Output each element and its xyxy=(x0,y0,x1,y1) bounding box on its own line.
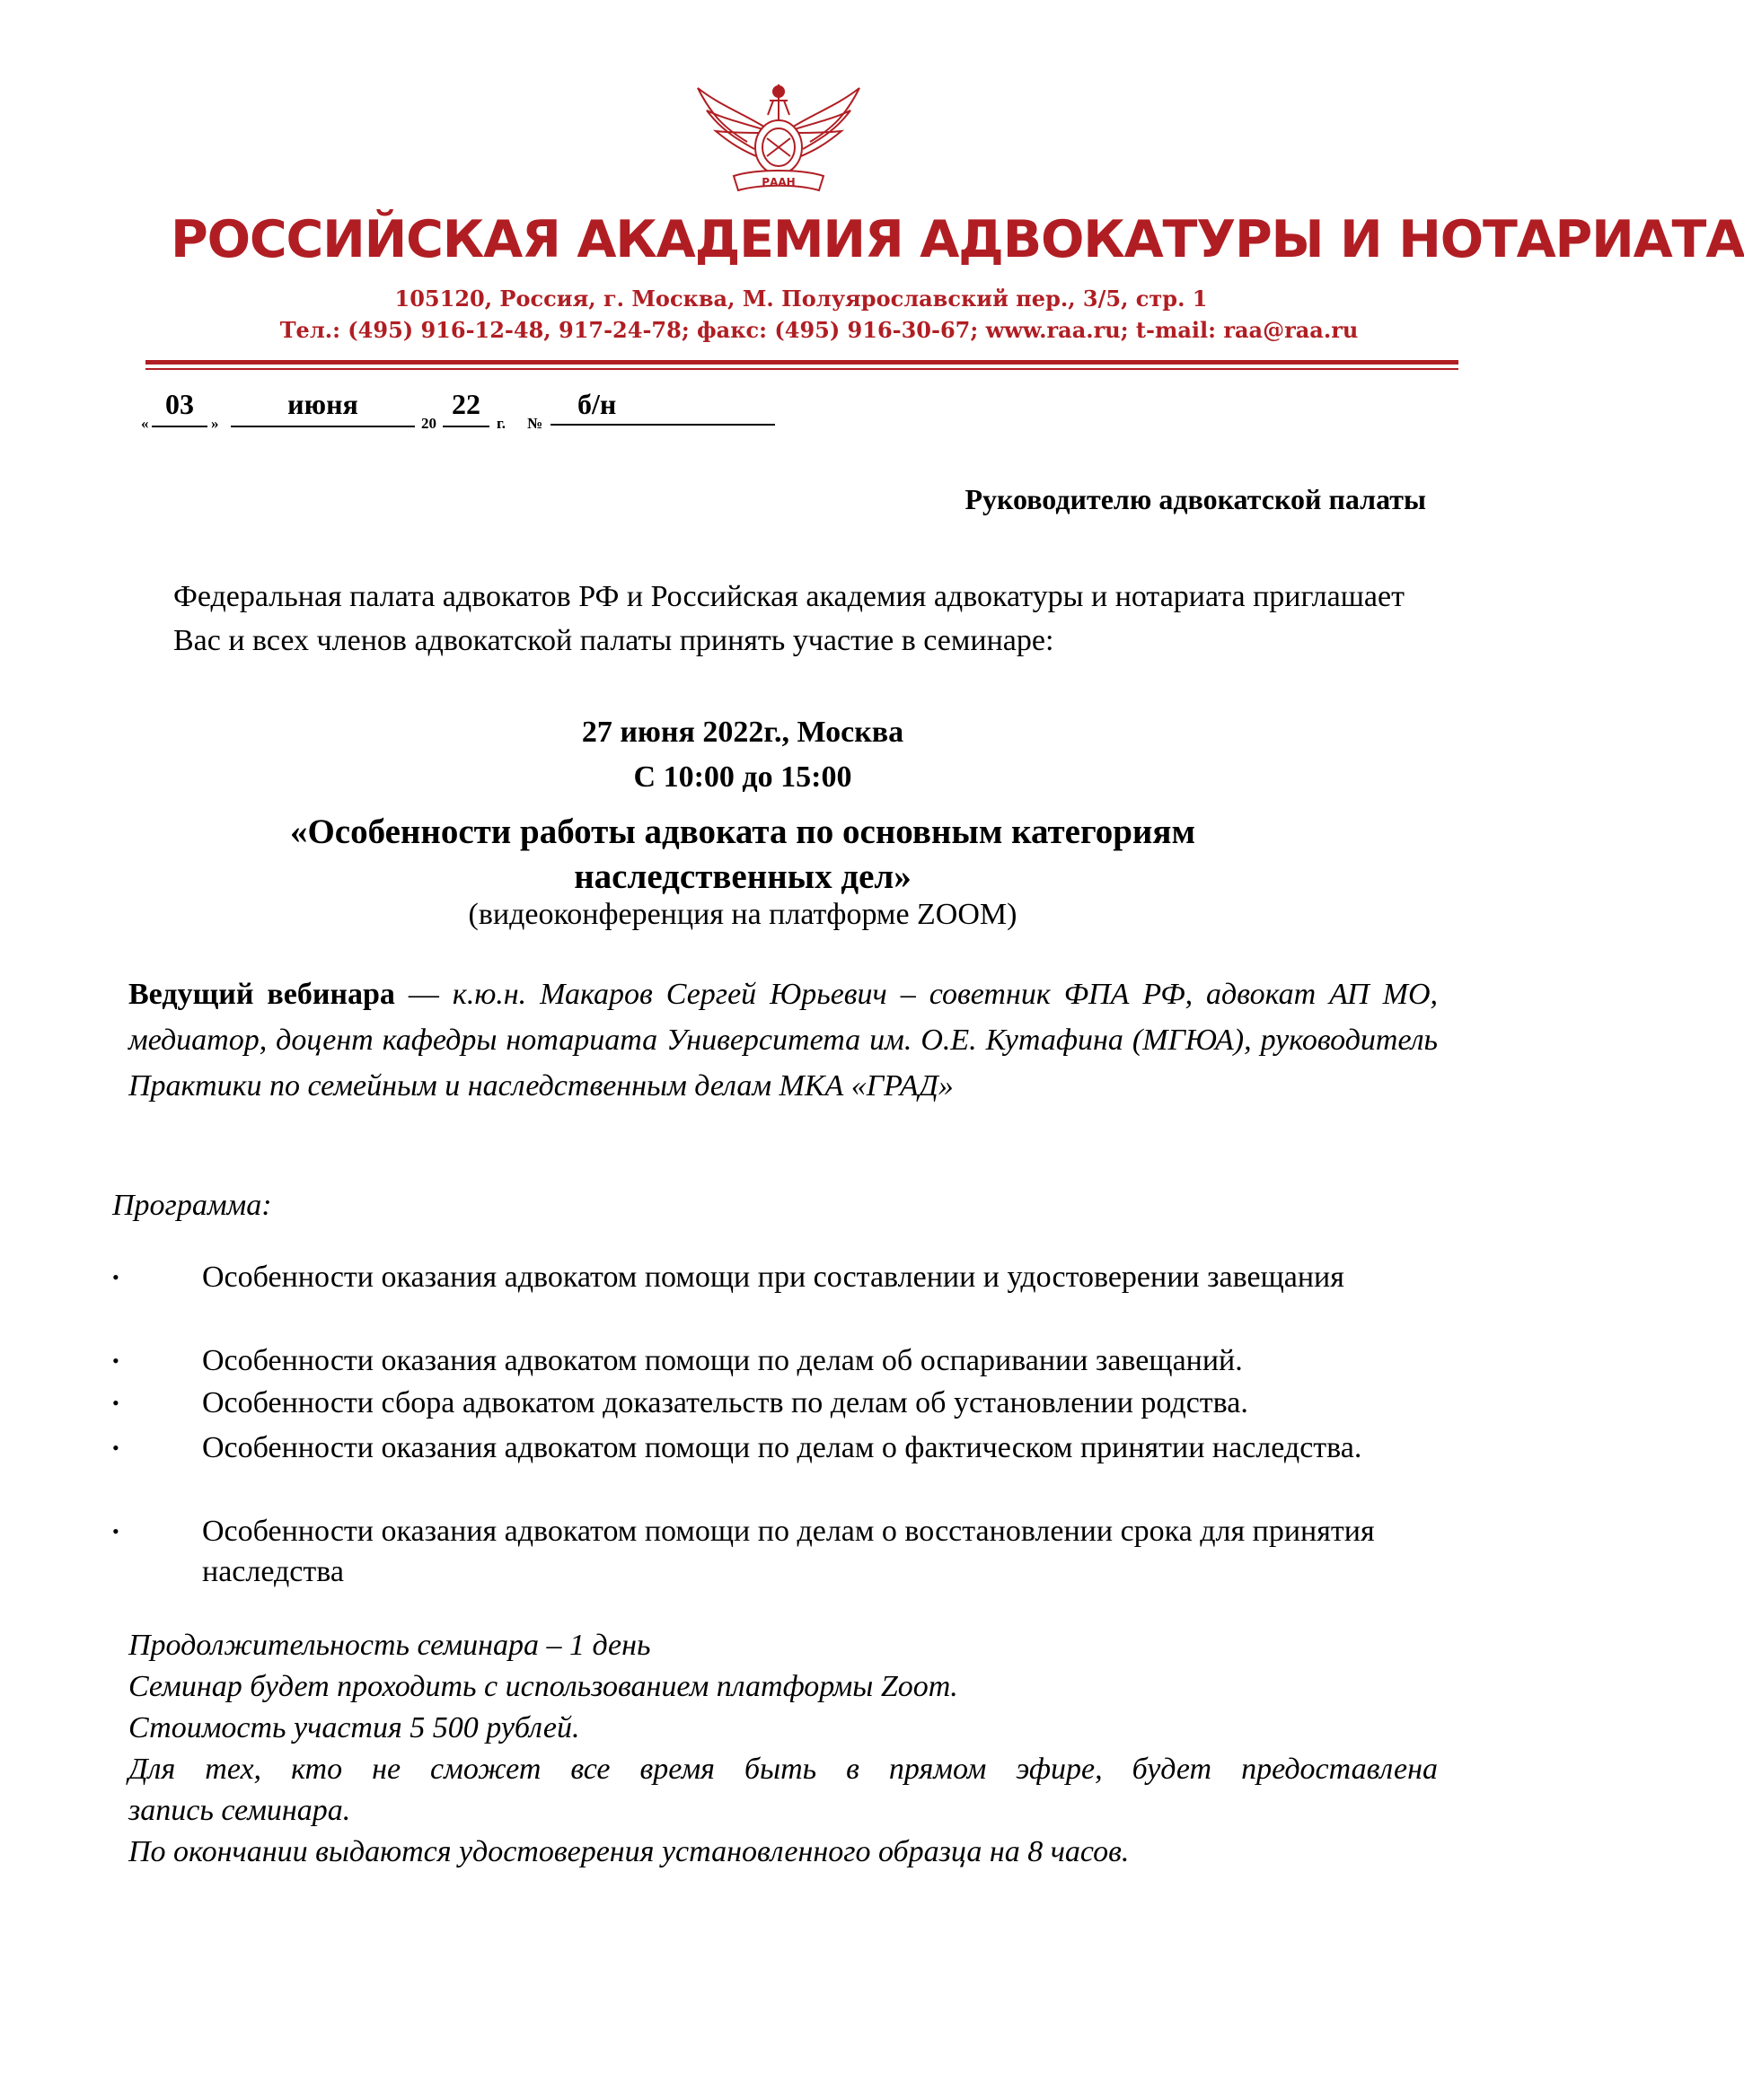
leader-dash: — xyxy=(394,978,453,1011)
organization-name: РОССИЙСКАЯ АКАДЕМИЯ АДВОКАТУРЫ И НОТАРИАТА xyxy=(171,210,1744,269)
event-title-line-2: наследственных дел» xyxy=(574,857,912,896)
open-quote: « xyxy=(141,415,149,432)
seminar-notes xyxy=(128,1625,1438,1873)
leader-description: к.ю.н. Макаров Сергей Юрьевич – советник ФПА РФ, адвокат АП МО, медиатор, доцент кафедры нотариата Университета им. О.Е. Кутафина (МГЮА), руководитель Практики по семейным и наследственным делам МКА «ГРАД» xyxy=(128,978,1439,1103)
program-item-text: Особенности оказания адвокатом помощи по делам об оспаривании завещаний. xyxy=(202,1344,1243,1377)
program-item-text: Особенности оказания адвокатом помощи по делам о восстановлении срока для принятия наследства xyxy=(202,1515,1375,1588)
event-time: С 10:00 до 15:00 xyxy=(633,760,852,794)
event-subtitle: (видеоконференция на платформе ZOOM) xyxy=(468,898,1017,931)
year-prefix: 20 xyxy=(421,415,436,432)
organization-address: 105120, Россия, г. Москва, М. Полуярославский пер., 3/5, стр. 1 xyxy=(394,286,1208,312)
header-divider-thin xyxy=(145,368,1458,370)
leader-label: Ведущий вебинара xyxy=(128,978,395,1011)
intro-paragraph: Федеральная палата адвокатов РФ и Российская академия адвокатуры и нотариата приглашает Вас и всех членов адвокатской палаты принять участие в семинаре: xyxy=(173,580,1405,657)
year-abbr: г. xyxy=(497,415,506,432)
note-recording-line-2: запись семинара. xyxy=(128,1794,351,1827)
raan-emblem-icon xyxy=(684,79,873,194)
webinar-leader xyxy=(128,971,1438,1109)
number-sign: № xyxy=(527,415,543,432)
note-platform: Семинар будет проходить с использованием платформы Zoom. xyxy=(128,1670,958,1703)
program-item-text: Особенности оказания адвокатом помощи по делам о фактическом принятии наследства. xyxy=(202,1431,1362,1464)
bullet-icon: • xyxy=(112,1520,119,1542)
addressee: Руководителю адвокатской палаты xyxy=(964,483,1426,515)
registration-year: 22 xyxy=(443,388,489,427)
bullet-icon: • xyxy=(112,1392,119,1414)
organization-contacts: Тел.: (495) 916-12-48, 917-24-78; факс: (495) 916-30-67; www.raa.ru; t-mail: raa@raa.ru xyxy=(279,317,1359,343)
registration-number: б/н xyxy=(551,388,775,426)
note-recording-line-1: Для тех, кто не сможет все время быть в прямом эфире, будет предоставлена xyxy=(128,1753,1438,1786)
registration-month: июня xyxy=(231,388,415,427)
registration-day: 03 xyxy=(152,388,207,427)
note-duration: Продолжительность семинара – 1 день xyxy=(128,1629,651,1662)
program-item-text: Особенности оказания адвокатом помощи при составлении и удостоверении завещания xyxy=(202,1261,1344,1294)
header-divider-thick xyxy=(145,360,1458,365)
note-price: Стоимость участия 5 500 рублей. xyxy=(128,1711,580,1744)
close-quote: » xyxy=(211,415,219,432)
event-title xyxy=(0,810,1485,900)
logo-caption: РААН xyxy=(762,176,796,189)
raan-logo xyxy=(684,79,873,194)
event-title-line-1: «Особенности работы адвоката по основным категориям xyxy=(289,813,1196,851)
program-title: Программа: xyxy=(112,1189,272,1222)
bullet-icon: • xyxy=(112,1437,119,1459)
program-item-text: Особенности сбора адвокатом доказательств по делам об установлении родства. xyxy=(202,1386,1248,1419)
event-date: 27 июня 2022г., Москва xyxy=(581,716,904,749)
bullet-icon: • xyxy=(112,1266,119,1288)
bullet-icon: • xyxy=(112,1349,119,1372)
note-certificate: По окончании выдаются удостоверения установленного образца на 8 часов. xyxy=(128,1835,1130,1868)
